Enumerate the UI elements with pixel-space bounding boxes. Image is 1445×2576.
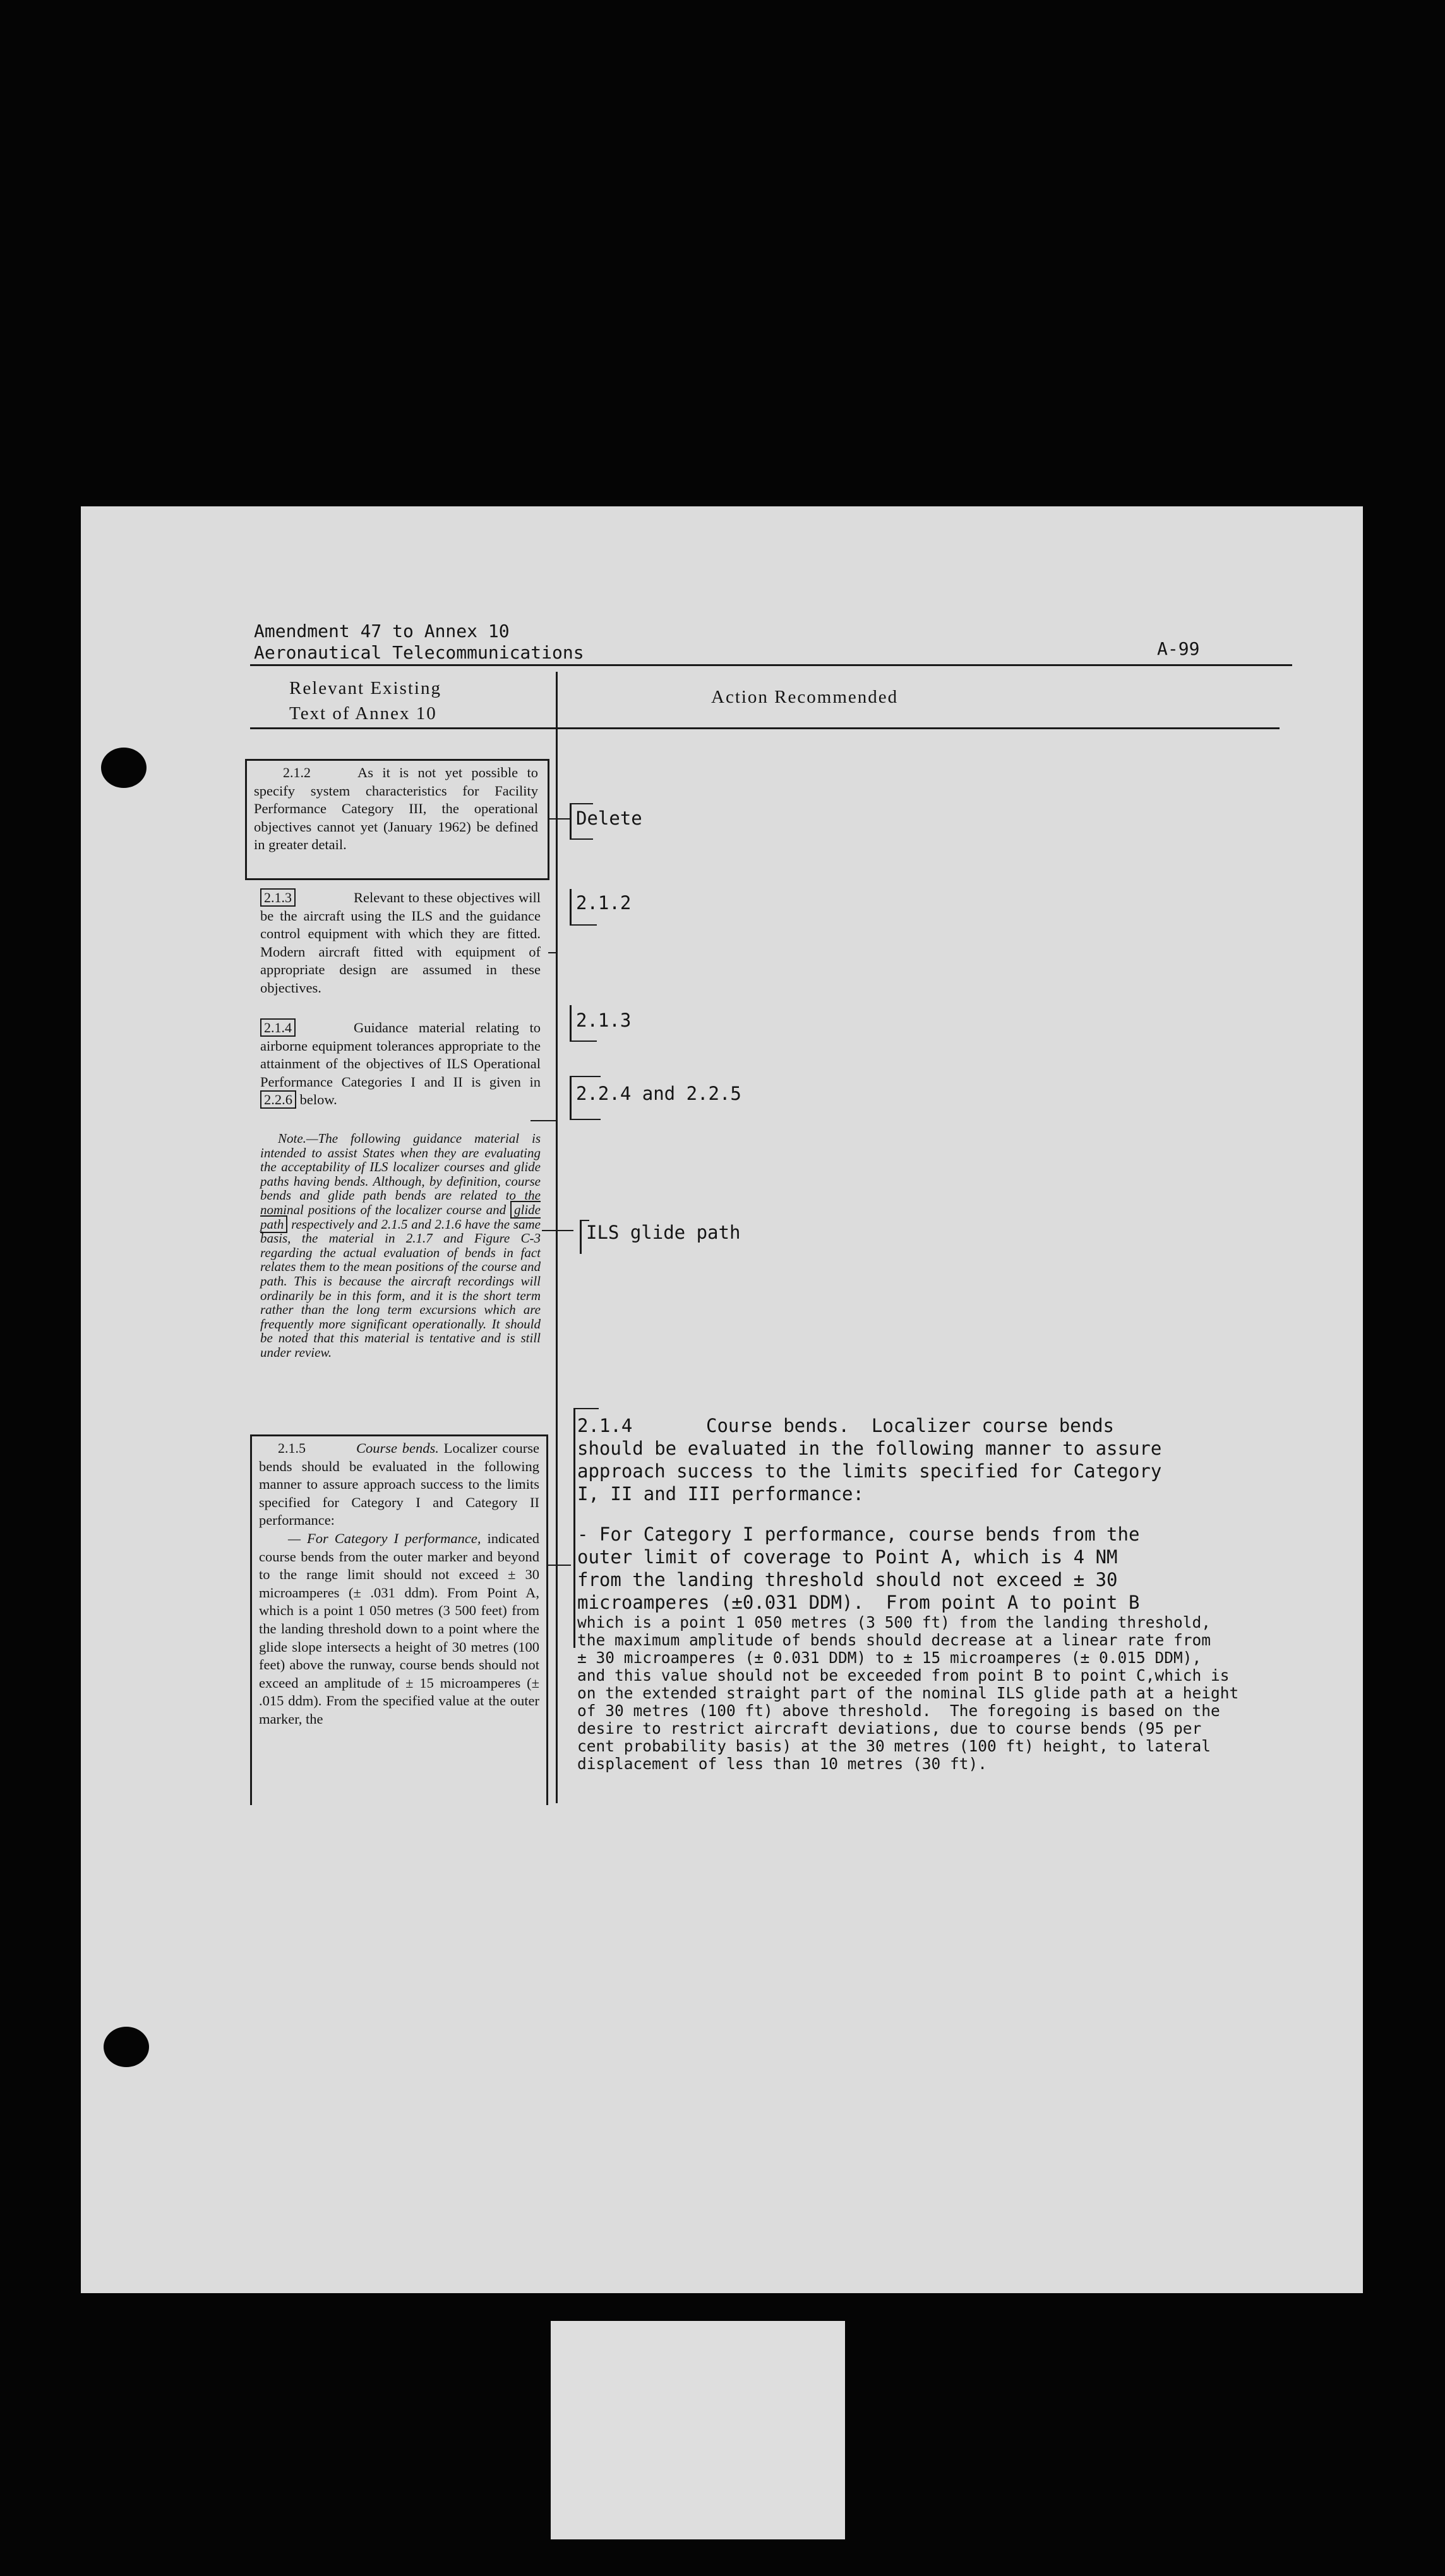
para-2-1-2-text: As it is not yet possible to specify system characteristics for Facility Performance Category III, the operational objectives cannot yet (January 1962) be defined in greater detail. (254, 765, 538, 853)
action-delete: Delete (576, 808, 642, 829)
new-para-line: ± 30 microamperes (± 0.031 DDM) to ± 15 microamperes (± 0.015 DDM), (577, 1649, 1202, 1667)
para-2-1-4-text: Guidance material relating to airborne equipment tolerances appropriate to the attainment of the objectives of ILS Operational Performance Categories I and II is given in (260, 1020, 541, 1090)
column-title-rule (250, 727, 1280, 729)
para-separator (531, 1120, 557, 1121)
guidance-note-boxed-term: glide path (260, 1202, 541, 1232)
action-reference-2-2-4-2-2-5: 2.2.4 and 2.2.5 (576, 1083, 741, 1104)
para-2-1-4-text-end: below. (299, 1092, 337, 1108)
para-2-1-5-text-2: indicated course bends from the outer marker and beyond to the range limit should not exceed ± 30 microamperes (± .031 ddm). From Point A, which is a point 1 050 metres (3 500 feet) from the landing threshold down to a point where the glide slope intersects a height of 30 metres (100 feet) above the runway, course bends should not exceed an amplitude of ± 15 microamperes (± .015 ddm). From the specified value at the outer marker, the (259, 1530, 540, 1727)
para-2-1-4-reference: 2.2.6 (260, 1090, 296, 1109)
action-ils-glide-path: ILS glide path (586, 1222, 741, 1243)
document-page (81, 506, 1363, 2293)
action-renumber-2-1-3: 2.1.3 (576, 1010, 632, 1031)
new-para-line: of 30 metres (100 ft) above threshold. The foregoing is based on the (577, 1702, 1220, 1720)
new-para-line: Course bends. Localizer course bends (706, 1415, 1115, 1436)
punch-hole (104, 2027, 149, 2067)
new-para-line: outer limit of coverage to Point A, which is 4 NM (577, 1546, 1118, 1568)
para-2-1-2 (254, 764, 538, 854)
page-number: A-99 (1157, 638, 1200, 659)
insertion-bracket-top (573, 1408, 599, 1409)
paper-slip (551, 2321, 845, 2539)
para-separator (548, 1565, 571, 1566)
column-divider (556, 672, 558, 1803)
left-column-title: Relevant Existing (289, 678, 441, 698)
new-para-line: which is a point 1 050 metres (3 500 ft) from the landing threshold, (577, 1613, 1211, 1631)
new-para-line: and this value should not be exceeded from point B to point C,which is (577, 1666, 1230, 1685)
header-rule (250, 664, 1292, 666)
insertion-bracket (573, 1408, 575, 1648)
para-2-1-5 (259, 1440, 539, 1729)
para-separator (548, 952, 557, 953)
new-para-line: I, II and III performance: (577, 1483, 864, 1505)
para-2-1-4-number: 2.1.4 (260, 1018, 296, 1037)
new-para-line: from the landing threshold should not exceed ± 30 (577, 1569, 1118, 1590)
para-2-1-4 (260, 1019, 541, 1109)
action-renumber-2-1-2: 2.1.2 (576, 892, 632, 914)
para-2-1-2-number: 2.1.2 (283, 765, 311, 780)
new-para-line: should be evaluated in the following manner to assure (577, 1438, 1162, 1459)
connector-line (542, 1230, 573, 1231)
connector-line (548, 818, 570, 820)
punch-hole (101, 748, 147, 788)
new-para-line: on the extended straight part of the nominal ILS glide path at a height (577, 1684, 1239, 1702)
guidance-note (260, 1131, 541, 1360)
para-2-1-3-text: Relevant to these objectives will be the aircraft using the ILS and the guidance control equipment with which they are fitted. Modern aircraft fitted with equipment of appropriate design are assumed in these objectives. (260, 890, 541, 996)
para-2-1-5-number: 2.1.5 (278, 1440, 306, 1456)
header-amendment: Amendment 47 to Annex 10 (254, 621, 510, 641)
para-2-1-5-title: Course bends. (356, 1440, 439, 1456)
para-2-1-5-text: Localizer course bends should be evaluated in the following manner to assure approach success to the limits specified for Category I and Category II performance: (259, 1440, 539, 1529)
right-column-title: Action Recommended (711, 687, 899, 707)
new-para-line: cent probability basis) at the 30 metres (100 ft) height, to lateral (577, 1737, 1211, 1755)
new-para-line: the maximum amplitude of bends should decrease at a linear rate from (577, 1631, 1211, 1649)
new-para-line: approach success to the limits specified for Category (577, 1460, 1162, 1482)
left-column-title-2: Text of Annex 10 (289, 703, 437, 724)
new-para-line: - For Category I performance, course bends from the (577, 1524, 1140, 1545)
para-2-1-3-number: 2.1.3 (260, 888, 296, 907)
new-para-line: desire to restrict aircraft deviations, due to course bends (95 per (577, 1719, 1202, 1738)
guidance-note-text-2: respectively and 2.1.5 and 2.1.6 have the same basis, the material in 2.1.7 and Figure C-3 regarding the actual evaluation of bends in fact relates them to the mean positions of the course and path. This is because the aircraft recordings will ordinarily be in this form, and it is the short term rather than the long term excursions which are frequently more significant operationally. It should be noted that this material is tentative and is still under review. (260, 1216, 541, 1360)
header-annex-title: Aeronautical Telecommunications (254, 642, 584, 663)
new-para-number: 2.1.4 (577, 1415, 633, 1436)
guidance-note-text: Note.—The following guidance material is intended to assist States when they are evaluating the acceptability of ILS localizer courses and glide paths having bends. Although, by definition, course bends and glide path bends are related to the nominal positions of the localizer course and (260, 1131, 541, 1217)
new-para-line: microamperes (±0.031 DDM). From point A to point B (577, 1592, 1140, 1613)
new-para-line: displacement of less than 10 metres (30 ft). (577, 1755, 988, 1773)
para-2-1-3 (260, 889, 541, 998)
para-2-1-5-category: — For Category I performance, (288, 1530, 481, 1546)
